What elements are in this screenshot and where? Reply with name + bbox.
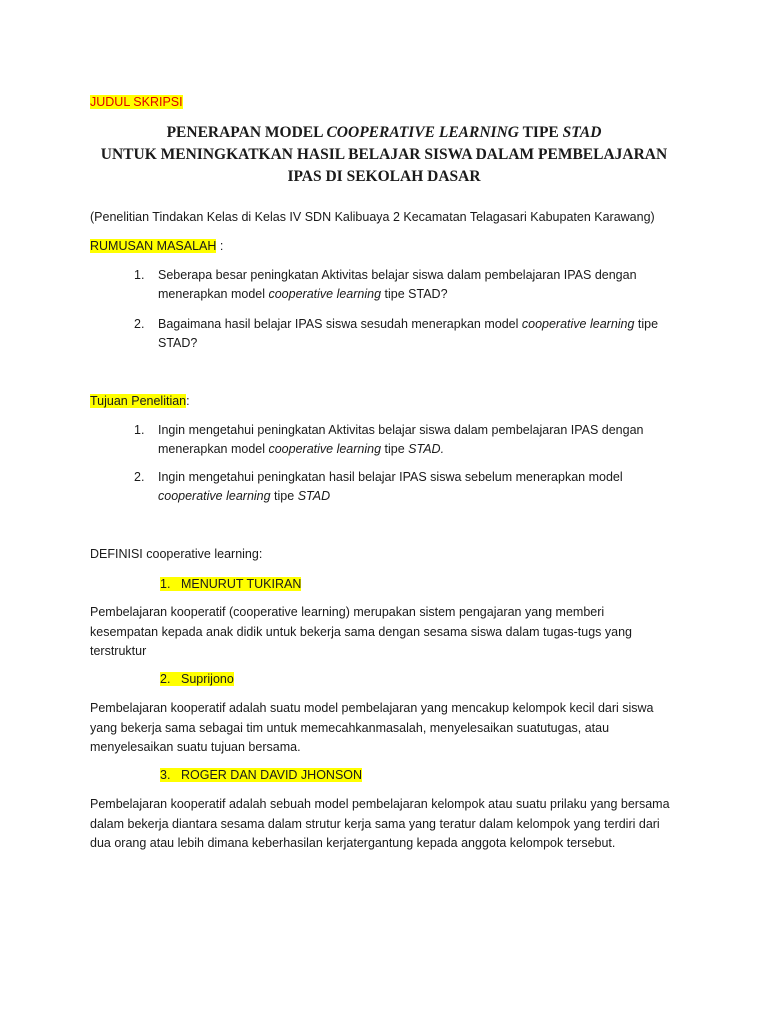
definisi-heading: DEFINISI cooperative learning: — [90, 547, 263, 561]
thesis-title — [60, 122, 708, 188]
definisi-source-3: 3. ROGER DAN DAVID JHONSON — [160, 768, 363, 782]
rumusan-heading: RUMUSAN MASALAH : — [90, 239, 224, 253]
title-line-1: PENERAPAN MODEL COOPERATIVE LEARNING TIPE STAD — [166, 124, 602, 141]
subtitle: (Penelitian Tindakan Kelas di Kelas IV SDN Kalibuaya 2 Kecamatan Telagasari Kabupaten Karawang) — [90, 210, 655, 224]
title-line-2: UNTUK MENINGKATKAN HASIL BELAJAR SISWA DALAM PEMBELAJARAN — [100, 146, 668, 163]
tujuan-heading: Tujuan Penelitian: — [90, 394, 190, 408]
definisi-paragraph-3: Pembelajaran kooperatif adalah sebuah model pembelajaran kelompok atau suatu prilaku yang bersama dalam bekerja diantara sesama dalam strutur kerja sama yang teratur dalam kelompok yang terdiri dari dua orang atau lebih dimana keberhasilan kerjatergantung kepada anggota kelompok tersebut. — [90, 797, 670, 850]
document-page: JUDUL SKRIPSI PENERAPAN MODEL COOPERATIVE LEARNING TIPE STAD UNTUK MENINGKATKAN HASIL BELAJAR SISWA DALAM PEMBELAJARAN IPAS DI SEKOLAH DASAR (Penelitian Tindakan Kelas di Kelas IV SDN Kalibuaya 2 Kecamatan Telagasari Kabupaten Karawang) RUMUSAN MASALAH : 1. Seberapa besar peningkatan Aktivitas belajar siswa dalam pembelajaran IPAS dengan menerapkan model cooperative learning tipe STAD? 2. Bagaimana hasil belajar IPAS siswa sesudah menerapkan model cooperative learning tipe STAD? Tujuan Penelitian: 1. Ingin mengetahui peningkatan Aktivitas belajar siswa dalam pembelajaran IPAS dengan menerapkan model cooperative learning tipe STAD. 2. Ingin mengetahui peningkatan hasil belajar IPAS siswa sebelum menerapkan model cooperative learning tipe STAD DEFINISI cooperative learning: 1. MENURUT TUKIRAN Pembelajaran kooperatif (cooperative learning) merupakan sistem pengajaran yang memberi kesempatan kepada anak didik untuk bekerja sama dengan sesama siswa dalam tugas-tugs yang terstruktur 2. Suprijono Pembelajaran kooperatif adalah suatu model pembelajaran yang mencakup kelompok kecil dari siswa yang bekerja sama sebagai tim untuk memecahkanmasalah, menyelesaikan suatutugas, atau menyelesaikan suatu tujuan bersama. 3. ROGER DAN DAVID JHONSON Pembelajaran kooperatif adalah sebuah model pembelajaran kelompok atau suatu prilaku yang bersama dalam bekerja diantara sesama dalam strutur kerja sama yang teratur dalam kelompok yang terdiri dari dua orang atau lebih dimana keberhasilan kerjatergantung kepada anggota kelompok tersebut. — [0, 0, 768, 1024]
definisi-source-2: 2. Suprijono — [160, 672, 234, 686]
definisi-paragraph-2: Pembelajaran kooperatif adalah suatu model pembelajaran yang mencakup kelompok kecil dari siswa yang bekerja sama sebagai tim untuk memecahkanmasalah, menyelesaikan suatutugas, atau menyelesaikan suatu tujuan bersama. — [90, 701, 654, 754]
title-line-3: IPAS DI SEKOLAH DASAR — [287, 168, 481, 185]
judul-label: JUDUL SKRIPSI — [90, 95, 183, 109]
definisi-source-1: 1. MENURUT TUKIRAN — [160, 577, 302, 591]
definisi-paragraph-1: Pembelajaran kooperatif (cooperative learning) merupakan sistem pengajaran yang memberi kesempatan kepada anak didik untuk bekerja sama dengan sesama siswa dalam tugas-tugs yang terstruktur — [90, 605, 632, 658]
